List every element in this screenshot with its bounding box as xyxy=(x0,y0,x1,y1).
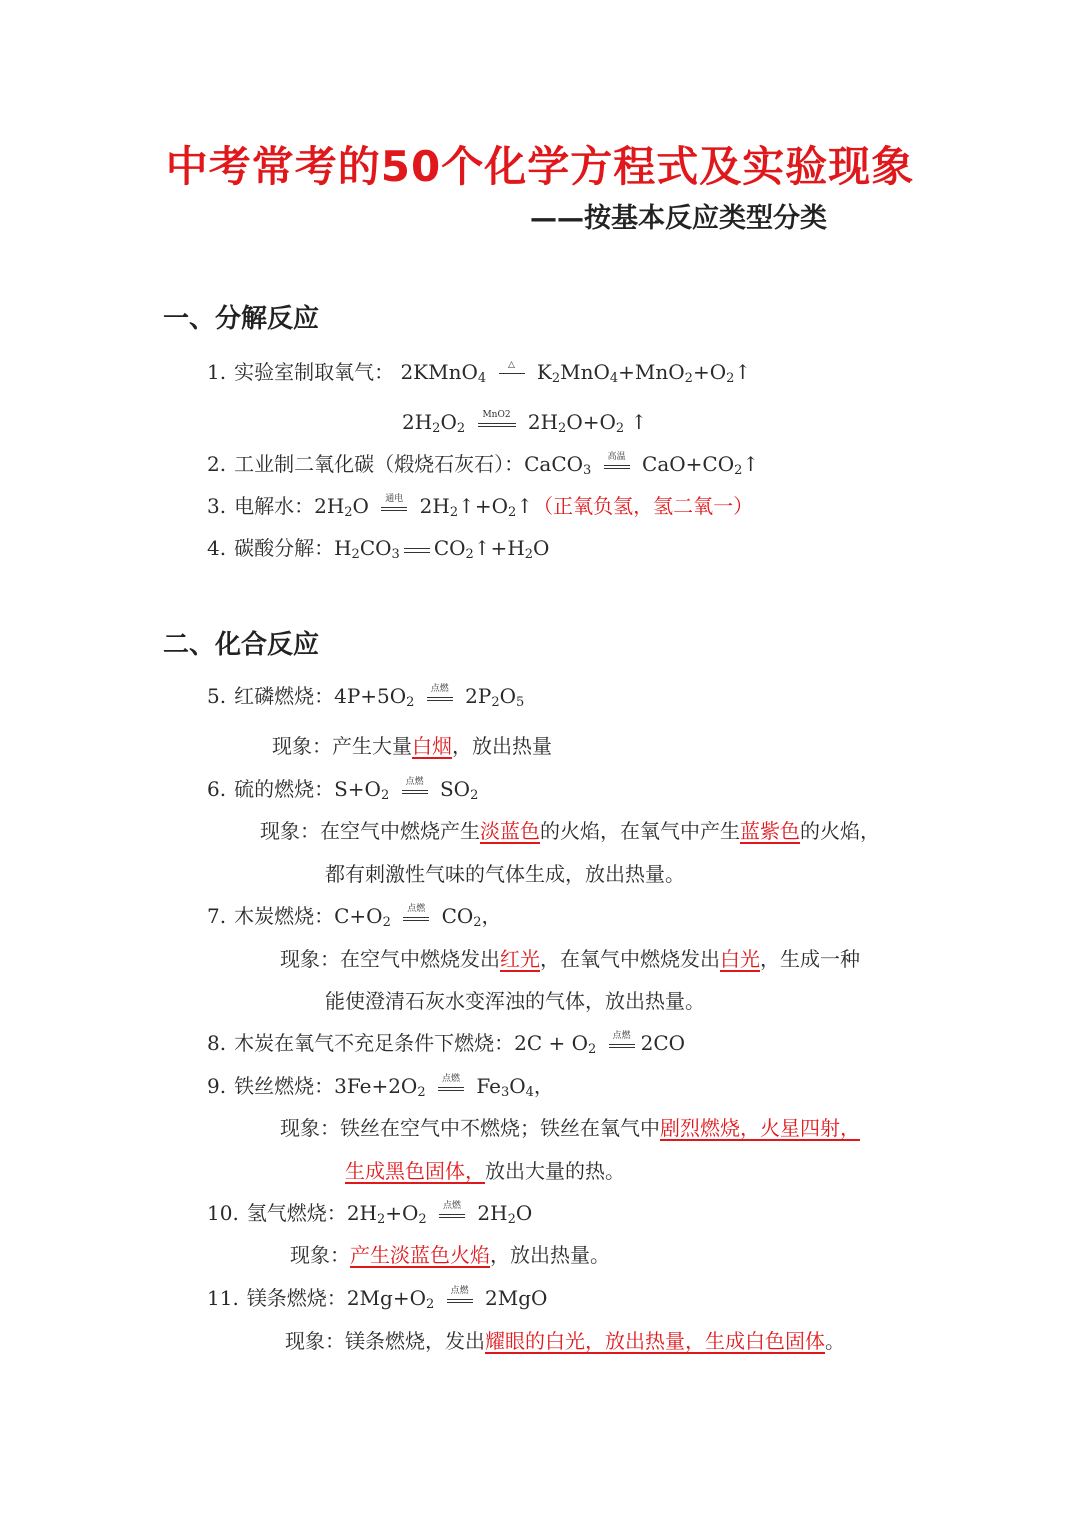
condition-catalyst: MnO2 xyxy=(478,414,516,434)
condition-ignite: 点燃 xyxy=(427,688,453,708)
equation-1b: $2H_2O_2$ MnO2 $2H_2O+O_2$ ↑ xyxy=(402,409,648,436)
phenomenon-5: 现象：产生大量白烟，放出热量 xyxy=(272,734,552,758)
equation-7: 7. 木炭燃烧：$C+O_2$ 点燃 $CO_2$， xyxy=(207,903,502,930)
equation-5: 5. 红磷燃烧：$4P+5O_2$ 点燃 $2P_2O_5$ xyxy=(207,683,525,710)
condition-high-temp: 高温 xyxy=(604,456,630,476)
phenomenon-9-cont: 生成黑色固体，放出大量的热。 xyxy=(345,1159,625,1183)
condition-ignite: 点燃 xyxy=(609,1035,635,1055)
condition-ignite: 点燃 xyxy=(438,1078,464,1098)
section-heading-combination: 二、化合反应 xyxy=(163,630,320,660)
condition-electricity: 通电 xyxy=(381,498,407,518)
equation-9: 9. 铁丝燃烧：$3Fe+2O_2$ 点燃 $Fe_3O_4$， xyxy=(207,1073,554,1100)
equals-sign xyxy=(404,540,430,560)
mnemonic-note: （正氧负氢，氢二氧一） xyxy=(533,494,754,518)
equation-3: 3. 电解水：$2H_2O$ 通电 $2H_2↑+O_2↑$（正氧负氢，氢二氧一） xyxy=(207,493,754,520)
equation-6: 6. 硫的燃烧：$S+O_2$ 点燃 $SO_2$ xyxy=(207,776,479,803)
equation-8: 8. 木炭在氧气不充足条件下燃烧：$2C + O_2$ 点燃 2CO xyxy=(207,1030,686,1057)
condition-ignite: 点燃 xyxy=(403,908,429,928)
equation-2: 2. 工业制二氧化碳（煅烧石灰石）：CaCO$_3$ 高温 $CaO+CO_2↑$ xyxy=(207,451,760,478)
section-heading-decomposition: 一、分解反应 xyxy=(163,304,320,334)
condition-ignite: 点燃 xyxy=(402,781,428,801)
condition-ignite: 点燃 xyxy=(439,1205,465,1225)
condition-heat: △ xyxy=(499,364,525,384)
page-title: 中考常考的50个化学方程式及实验现象 xyxy=(165,142,915,191)
phenomenon-7-cont: 能使澄清石灰水变浑浊的气体，放出热量。 xyxy=(325,989,705,1013)
equation-4: 4. 碳酸分解：$H_2CO_3$ $CO_2↑+H_2O$ xyxy=(207,536,550,562)
equation-1: 1. 实验室制取氧气： 2KMnO$_4$ △ $K_2MnO_4+MnO_2+O_2↑$ xyxy=(207,359,752,386)
phenomenon-7: 现象：在空气中燃烧发出红光，在氧气中燃烧发出白光，生成一种 xyxy=(280,947,860,971)
phenomenon-6-cont: 都有刺激性气味的气体生成，放出热量。 xyxy=(325,862,685,886)
phenomenon-6: 现象：在空气中燃烧产生淡蓝色的火焰，在氧气中产生蓝紫色的火焰， xyxy=(260,819,880,843)
phenomenon-9: 现象：铁丝在空气中不燃烧；铁丝在氧气中剧烈燃烧，火星四射， xyxy=(280,1116,860,1140)
phenomenon-11: 现象：镁条燃烧，发出耀眼的白光，放出热量，生成白色固体。 xyxy=(285,1329,845,1353)
condition-ignite: 点燃 xyxy=(447,1290,473,1310)
phenomenon-10: 现象：产生淡蓝色火焰，放出热量。 xyxy=(290,1243,610,1267)
page-subtitle: ——按基本反应类型分类 xyxy=(530,203,827,234)
equation-10: 10. 氢气燃烧：$2H_2+O_2$ 点燃 $2H_2O$ xyxy=(207,1200,533,1227)
equation-11: 11. 镁条燃烧：$2Mg+O_2$ 点燃 2MgO xyxy=(207,1285,548,1312)
